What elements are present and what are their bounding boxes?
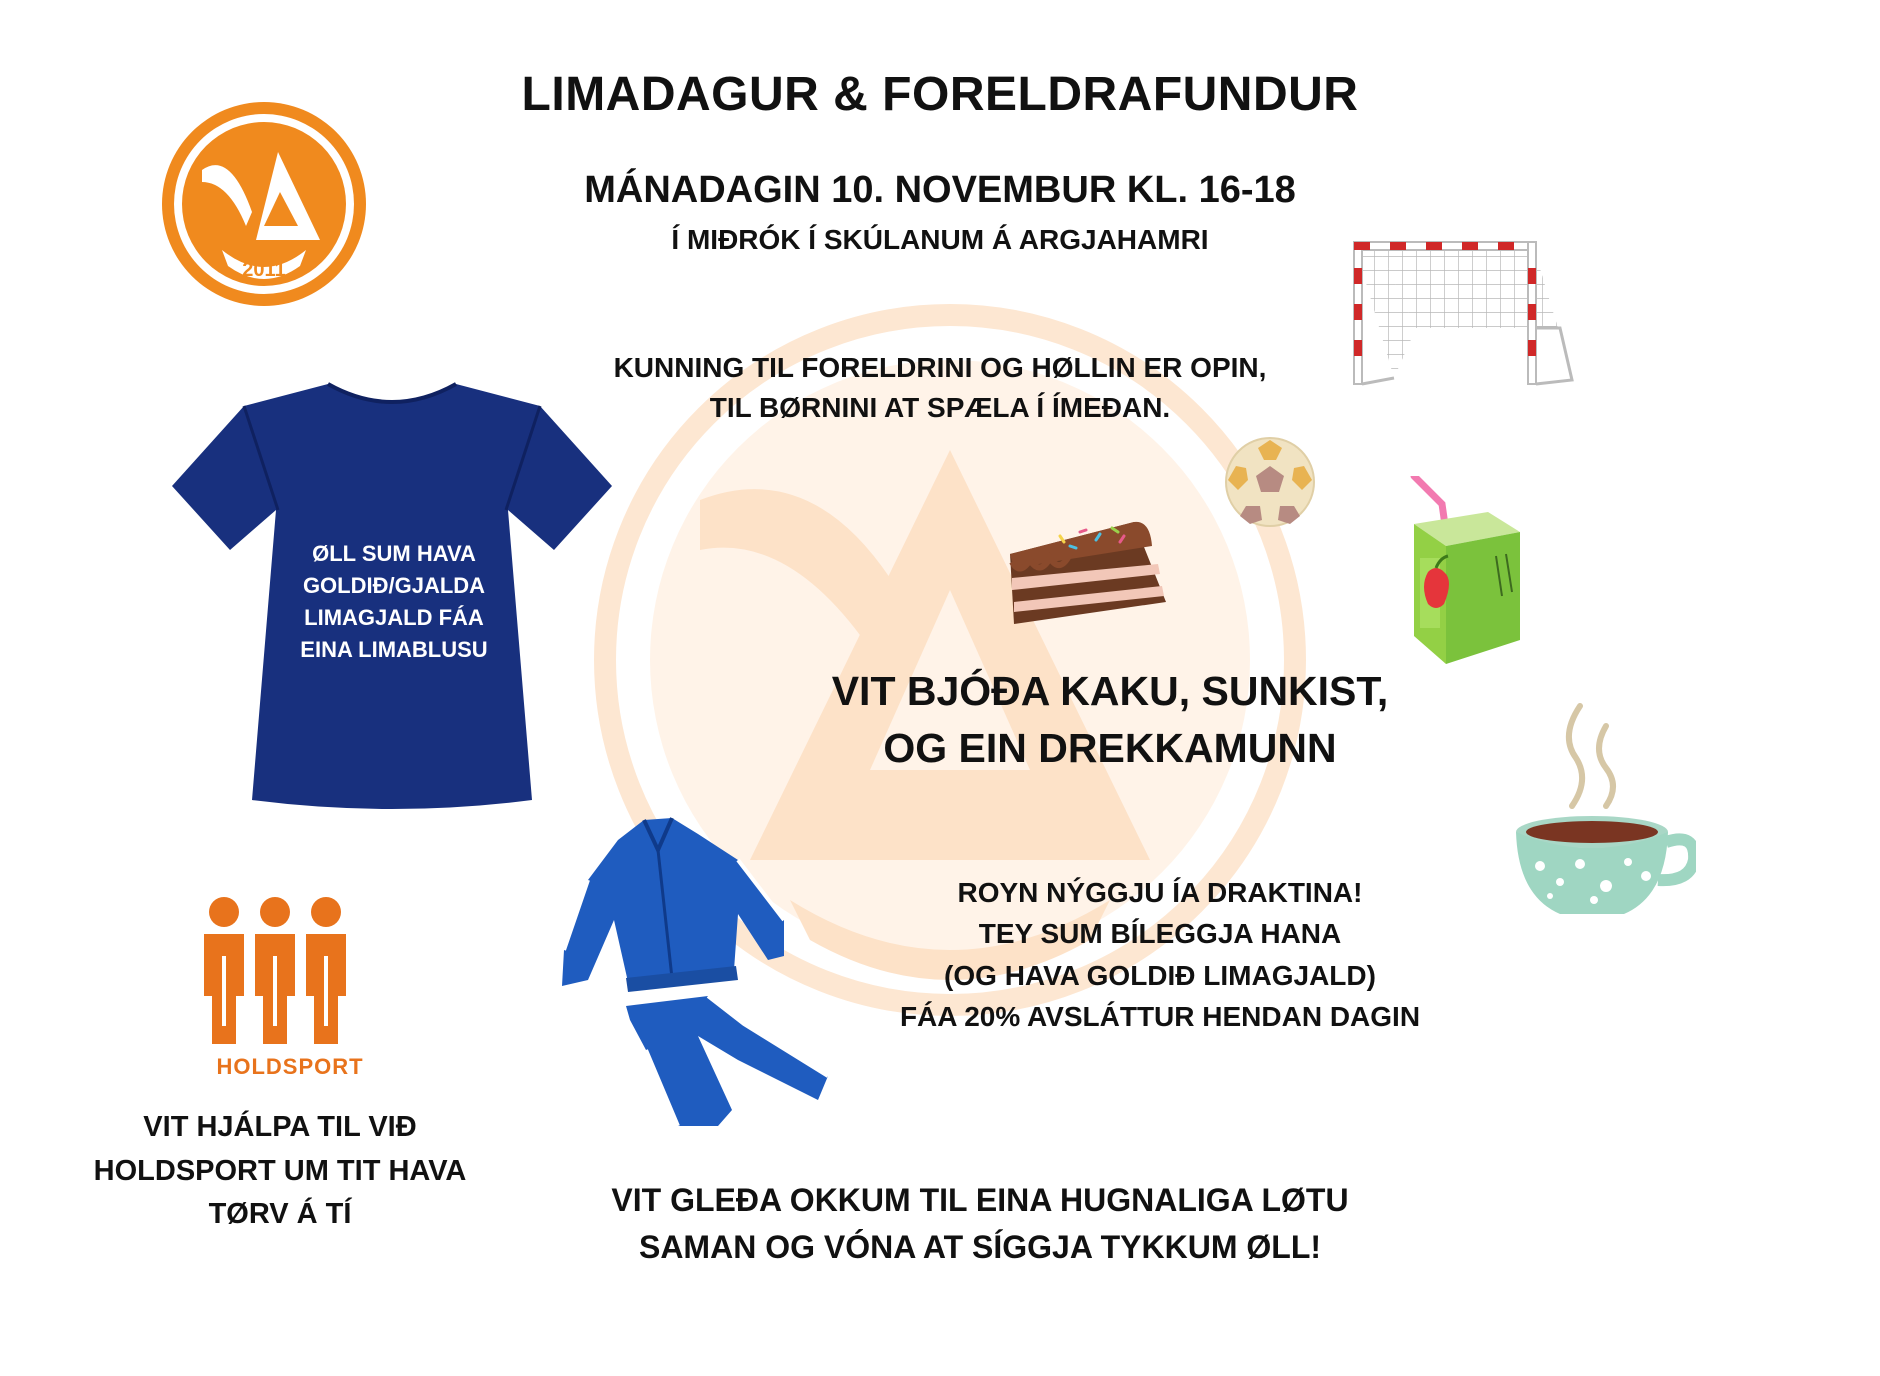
event-location: Í MIÐRÓK Í SKÚLANUM Á ARGJAHAMRI	[671, 224, 1209, 255]
shirt-text-line: ØLL SUM HAVA	[312, 541, 476, 566]
info-line: TIL BØRNINI AT SPÆLA Í ÍMEÐAN.	[709, 391, 1171, 423]
info-line: KUNNING TIL FORELDRINI OG HØLLIN ER OPIN,	[613, 352, 1267, 383]
holdsport-line: TØRV Á TÍ	[208, 1198, 352, 1230]
info-text	[500, 348, 1380, 428]
shirt-text-line: LIMAGJALD FÁA	[304, 604, 484, 630]
holdsport-line: VIT HJÁLPA TIL VIÐ	[143, 1111, 417, 1143]
event-date: MÁNADAGIN 10. NOVEMBUR KL. 16-18	[584, 169, 1296, 211]
offer-line: OG EIN DREKKAMUNN	[883, 724, 1337, 771]
holdsport-text	[40, 1106, 520, 1237]
shirt-text-line: GOLDIÐ/GJALDA	[302, 572, 486, 598]
logo-year: 2011	[242, 259, 286, 281]
tracksuit-line: FÁA 20% AVSLÁTTUR HENDAN DAGIN	[899, 1001, 1421, 1033]
tracksuit-line: (OG HAVA GOLDIÐ LIMAGJALD)	[944, 959, 1376, 991]
holdsport-label: HOLDSPORT	[216, 1054, 364, 1079]
page-title: LIMADAGUR & FORELDRAFUNDUR	[521, 68, 1359, 121]
tracksuit-line: TEY SUM BÍLEGGJA HANA	[978, 918, 1342, 950]
offer-text	[760, 663, 1460, 776]
cake-icon	[1000, 506, 1176, 636]
closing-line: VIT GLEÐA OKKUM TIL EINA HUGNALIGA LØTU	[611, 1182, 1349, 1218]
juice-box-icon	[1384, 476, 1524, 666]
holdsport-logo	[198, 896, 352, 1046]
tracksuit-text	[760, 872, 1560, 1038]
closing-text	[480, 1177, 1480, 1272]
offer-line: VIT BJÓÐA KAKU, SUNKIST,	[831, 668, 1389, 714]
closing-line: SAMAN OG VÓNA AT SÍGGJA TYKKUM ØLL!	[638, 1229, 1322, 1266]
tracksuit-line: ROYN NÝGGJU ÍA DRAKTINA!	[957, 877, 1363, 908]
ball-icon	[1224, 436, 1316, 528]
holdsport-line: HOLDSPORT UM TIT HAVA	[93, 1154, 467, 1187]
shirt-text-line: EINA LIMABLUSU	[300, 636, 488, 662]
shirt-text	[268, 538, 520, 666]
goal-icon	[1346, 228, 1576, 388]
